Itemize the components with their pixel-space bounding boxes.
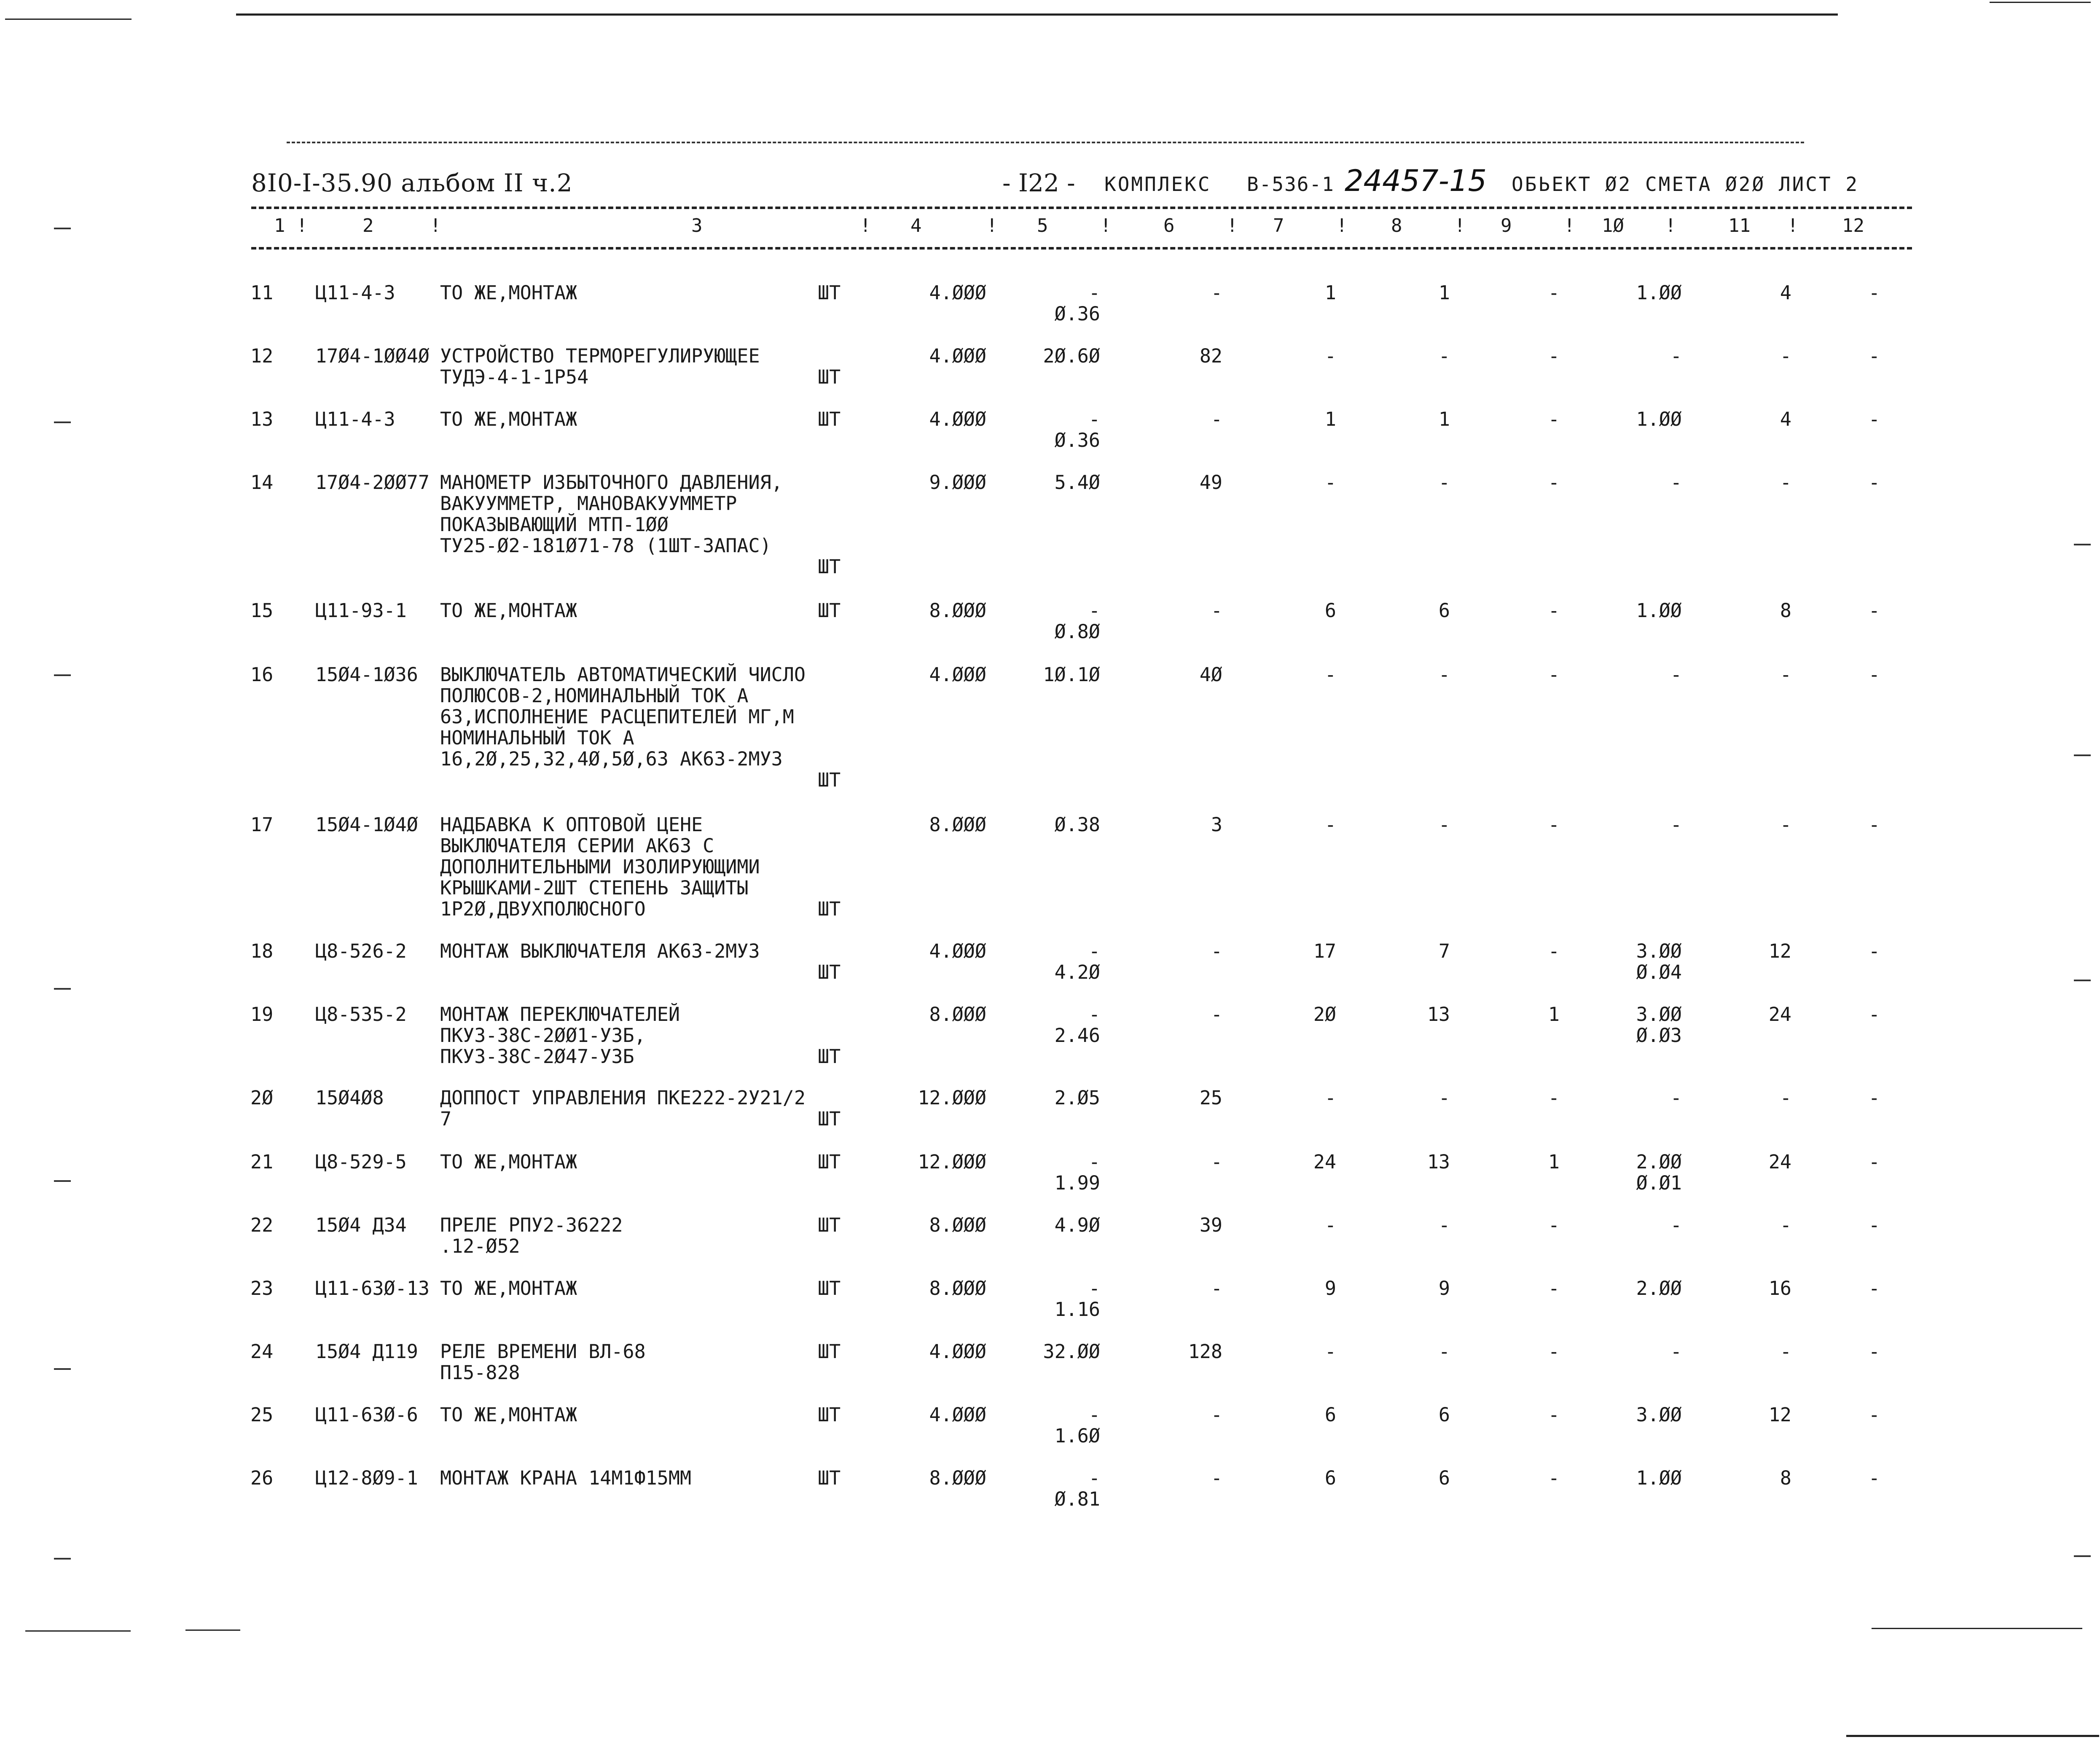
item-description-line: 63,ИСПОЛНЕНИЕ РАСЦЕПИТЕЛЕЙ МГ,М (440, 706, 794, 728)
item-description-line: ВЫКЛЮЧАТЕЛЯ СЕРИИ АК63 С (440, 835, 714, 857)
column-12-value: - (1868, 1340, 1880, 1363)
column-number: 4 (910, 215, 922, 236)
column-8-value: 13 (1427, 1003, 1450, 1026)
row-number: 11 (250, 282, 274, 304)
column-number: 2 (363, 215, 374, 236)
column-6-value: - (1211, 408, 1222, 430)
column-7-value: - (1324, 813, 1336, 836)
column-number: 1Ø (1602, 215, 1624, 236)
item-description-line: .12-Ø52 (440, 1235, 520, 1257)
header-rule-bottom (251, 247, 1912, 250)
quantity: 4.ØØØ (929, 940, 986, 962)
column-separator: ! (1564, 215, 1575, 236)
column-9-value: - (1548, 1404, 1560, 1426)
column-12-value: - (1868, 1467, 1880, 1489)
column-10-second-value: Ø.Ø1 (1636, 1172, 1682, 1194)
column-8-value: - (1438, 663, 1450, 686)
quantity: 8.ØØØ (929, 1003, 986, 1026)
row-number: 15 (250, 599, 274, 622)
unit-price: 32.ØØ (1043, 1340, 1100, 1363)
column-separator: ! (1336, 215, 1348, 236)
bottom-right-line (1846, 1735, 2099, 1737)
complex-code: В-536-1 (1247, 173, 1335, 196)
column-8-value: - (1438, 1340, 1450, 1363)
unit-price: 2.Ø5 (1054, 1087, 1100, 1109)
column-separator: ! (1454, 215, 1466, 236)
margin-tick (54, 674, 71, 676)
column-10-second-value: Ø.Ø4 (1636, 961, 1682, 983)
column-7-value: - (1324, 1087, 1336, 1109)
column-7-value: 1 (1324, 408, 1336, 430)
margin-tick (2074, 980, 2091, 981)
complex-label: КОМПЛЕКС (1104, 173, 1211, 196)
column-11-value: - (1780, 1340, 1791, 1363)
margin-tick (54, 1368, 71, 1370)
item-description-line: ДОПОЛНИТЕЛЬНЫМИ ИЗОЛИРУЮЩИМИ (440, 856, 760, 878)
column-9-value: 1 (1548, 1151, 1560, 1173)
bottom-right-mark (1872, 1628, 2082, 1629)
column-separator: ! (1787, 215, 1799, 236)
price-code: 15Ø4 Д34 (315, 1214, 407, 1236)
top-border-line (236, 13, 1838, 16)
row-number: 14 (250, 471, 274, 494)
column-10-value: - (1670, 813, 1682, 836)
column-8-value: 1 (1438, 282, 1450, 304)
price-code: 17Ø4-2ØØ77 (315, 471, 430, 494)
object-estimate-sheet: ОБЬЕКТ Ø2 СМЕТА Ø2Ø ЛИСТ 2 (1512, 173, 1859, 196)
column-7-value: 9 (1324, 1277, 1336, 1299)
unit-price: - (1088, 408, 1100, 430)
column-12-value: - (1868, 1003, 1880, 1026)
column-7-value: - (1324, 345, 1336, 367)
quantity: 4.ØØØ (929, 1404, 986, 1426)
unit-of-measure: ШТ (818, 366, 841, 388)
column-6-value: 39 (1199, 1214, 1222, 1236)
column-12-value: - (1868, 1087, 1880, 1109)
column-10-value: 3.ØØ (1636, 1404, 1682, 1426)
column-11-value: - (1780, 345, 1791, 367)
album-reference: 8I0-I-35.90 альбом II ч.2 (251, 169, 573, 197)
column-6-value: - (1211, 1404, 1222, 1426)
page-number: - I22 - (1002, 169, 1075, 197)
column-6-value: - (1211, 599, 1222, 622)
quantity: 8.ØØØ (929, 1467, 986, 1489)
column-7-value: - (1324, 1340, 1336, 1363)
row-number: 21 (250, 1151, 274, 1173)
unit-price: - (1088, 940, 1100, 962)
column-11-value: - (1780, 663, 1791, 686)
item-description-line: МОНТАЖ ПЕРЕКЛЮЧАТЕЛЕЙ (440, 1003, 680, 1026)
unit-of-measure: ШТ (818, 1045, 841, 1068)
column-12-value: - (1868, 1151, 1880, 1173)
column-6-value: - (1211, 1003, 1222, 1026)
column-7-value: - (1324, 663, 1336, 686)
item-description-line: 7 (440, 1108, 452, 1130)
column-number: 7 (1273, 215, 1284, 236)
installation-price: 1.6Ø (1054, 1425, 1100, 1447)
installation-price: 4.2Ø (1054, 961, 1100, 983)
column-separator: ! (1227, 215, 1238, 236)
unit-price: 4.9Ø (1054, 1214, 1100, 1236)
unit-of-measure: ШТ (818, 1277, 841, 1299)
item-description-line: ТО ЖЕ,МОНТАЖ (440, 408, 577, 430)
unit-price: 5.4Ø (1054, 471, 1100, 494)
column-12-value: - (1868, 1404, 1880, 1426)
column-9-value: - (1548, 813, 1560, 836)
column-7-value: 24 (1313, 1151, 1336, 1173)
column-12-value: - (1868, 345, 1880, 367)
column-7-value: 2Ø (1313, 1003, 1336, 1026)
column-9-value: - (1548, 1087, 1560, 1109)
item-description-line: НОМИНАЛЬНЫЙ ТОК А (440, 727, 634, 749)
price-code: Ц11-93-1 (315, 599, 407, 622)
unit-of-measure: ШТ (818, 408, 841, 430)
column-7-value: 6 (1324, 1404, 1336, 1426)
column-separator: ! (1665, 215, 1676, 236)
column-8-value: 7 (1438, 940, 1450, 962)
item-description-line: 16,2Ø,25,32,4Ø,5Ø,63 АК63-2МУ3 (440, 748, 783, 770)
column-12-value: - (1868, 1214, 1880, 1236)
quantity: 4.ØØØ (929, 282, 986, 304)
unit-of-measure: ШТ (818, 1467, 841, 1489)
column-11-value: 4 (1780, 282, 1791, 304)
column-separator: ! (430, 215, 441, 236)
column-7-value: - (1324, 471, 1336, 494)
column-separator: ! (986, 215, 998, 236)
column-number: 5 (1037, 215, 1048, 236)
row-number: 12 (250, 345, 274, 367)
column-12-value: - (1868, 599, 1880, 622)
column-10-value: 2.ØØ (1636, 1151, 1682, 1173)
column-header-row (0, 215, 2100, 244)
margin-tick (2074, 754, 2091, 756)
row-number: 23 (250, 1277, 274, 1299)
quantity: 4.ØØØ (929, 408, 986, 430)
item-description-line: ПРЕЛЕ РПУ2-36222 (440, 1214, 623, 1236)
column-10-value: 2.ØØ (1636, 1277, 1682, 1299)
column-11-value: 4 (1780, 408, 1791, 430)
column-9-value: - (1548, 1340, 1560, 1363)
row-number: 26 (250, 1467, 274, 1489)
column-8-value: - (1438, 471, 1450, 494)
unit-price: 1Ø.1Ø (1043, 663, 1100, 686)
column-separator: ! (1100, 215, 1112, 236)
item-description-line: РЕЛЕ ВРЕМЕНИ ВЛ-68 (440, 1340, 646, 1363)
column-9-value: - (1548, 1467, 1560, 1489)
installation-price: Ø.81 (1054, 1488, 1100, 1510)
unit-of-measure: ШТ (818, 898, 841, 920)
unit-price: - (1088, 1003, 1100, 1026)
row-number: 13 (250, 408, 274, 430)
column-6-value: - (1211, 1467, 1222, 1489)
column-9-value: - (1548, 282, 1560, 304)
column-10-value: 1.ØØ (1636, 1467, 1682, 1489)
column-9-value: - (1548, 1214, 1560, 1236)
row-number: 17 (250, 813, 274, 836)
price-code: Ц12-8Ø9-1 (315, 1467, 418, 1489)
price-code: 15Ø4 Д119 (315, 1340, 418, 1363)
row-number: 25 (250, 1404, 274, 1426)
column-11-value: 24 (1768, 1003, 1791, 1026)
quantity: 4.ØØØ (929, 1340, 986, 1363)
row-number: 2Ø (250, 1087, 274, 1109)
item-description-line: ТУ25-Ø2-181Ø71-78 (1ШТ-ЗАПАС) (440, 534, 771, 557)
price-code: Ц8-529-5 (315, 1151, 407, 1173)
price-code: Ц8-526-2 (315, 940, 407, 962)
column-9-value: - (1548, 345, 1560, 367)
column-11-value: 12 (1768, 1404, 1791, 1426)
quantity: 4.ØØØ (929, 345, 986, 367)
column-10-value: 1.ØØ (1636, 282, 1682, 304)
column-6-value: 82 (1199, 345, 1222, 367)
column-11-value: 16 (1768, 1277, 1791, 1299)
unit-price: - (1088, 599, 1100, 622)
unit-price: - (1088, 1151, 1100, 1173)
column-9-value: - (1548, 1277, 1560, 1299)
item-description-line: ВЫКЛЮЧАТЕЛЬ АВТОМАТИЧЕСКИЙ ЧИСЛО (440, 663, 806, 686)
column-10-value: 1.ØØ (1636, 408, 1682, 430)
item-description-line: ПКУ3-38С-2Ø47-У3Б (440, 1045, 634, 1068)
column-8-value: - (1438, 1214, 1450, 1236)
column-9-value: - (1548, 940, 1560, 962)
item-description-line: НАДБАВКА К ОПТОВОЙ ЦЕНЕ (440, 813, 703, 836)
column-10-value: 3.ØØ (1636, 940, 1682, 962)
column-10-value: - (1670, 1214, 1682, 1236)
column-8-value: - (1438, 813, 1450, 836)
item-description-line: ТО ЖЕ,МОНТАЖ (440, 1151, 577, 1173)
column-6-value: - (1211, 940, 1222, 962)
margin-tick (54, 421, 71, 423)
column-number: 12 (1842, 215, 1864, 236)
column-6-value: 4Ø (1199, 663, 1222, 686)
quantity: 12.ØØØ (918, 1087, 986, 1109)
quantity: 8.ØØØ (929, 599, 986, 622)
row-number: 24 (250, 1340, 274, 1363)
installation-price: Ø.36 (1054, 429, 1100, 451)
column-9-value: 1 (1548, 1003, 1560, 1026)
column-number: 3 (691, 215, 703, 236)
column-6-value: 25 (1199, 1087, 1222, 1109)
installation-price: Ø.36 (1054, 303, 1100, 325)
unit-of-measure: ШТ (818, 282, 841, 304)
quantity: 4.ØØØ (929, 663, 986, 686)
item-description-line: ТО ЖЕ,МОНТАЖ (440, 1404, 577, 1426)
column-7-value: 1 (1324, 282, 1336, 304)
column-10-value: - (1670, 345, 1682, 367)
item-description-line: МОНТАЖ КРАНА 14М1Ф15ММ (440, 1467, 692, 1489)
item-description-line: МАНОМЕТР ИЗБЫТОЧНОГО ДАВЛЕНИЯ, (440, 471, 783, 494)
column-10-value: - (1670, 1087, 1682, 1109)
item-description-line: ТО ЖЕ,МОНТАЖ (440, 599, 577, 622)
column-6-value: - (1211, 1277, 1222, 1299)
column-8-value: 6 (1438, 599, 1450, 622)
item-description-line: КРЫШКАМИ-2ШТ СТЕПЕНЬ ЗАЩИТЫ (440, 877, 749, 899)
column-6-value: 49 (1199, 471, 1222, 494)
column-number: 9 (1501, 215, 1512, 236)
price-code: Ц11-63Ø-6 (315, 1404, 418, 1426)
row-number: 16 (250, 663, 274, 686)
unit-price: Ø.38 (1054, 813, 1100, 836)
quantity: 8.ØØØ (929, 1214, 986, 1236)
unit-price: 2Ø.6Ø (1043, 345, 1100, 367)
column-8-value: 6 (1438, 1404, 1450, 1426)
upper-dashed-line (287, 142, 1804, 143)
column-12-value: - (1868, 663, 1880, 686)
column-11-value: 12 (1768, 940, 1791, 962)
unit-of-measure: ШТ (818, 1404, 841, 1426)
price-code: 15Ø4-1Ø4Ø (315, 813, 418, 836)
column-11-value: 8 (1780, 599, 1791, 622)
quantity: 8.ØØØ (929, 1277, 986, 1299)
column-11-value: - (1780, 1087, 1791, 1109)
column-11-value: 8 (1780, 1467, 1791, 1489)
unit-of-measure: ШТ (818, 1214, 841, 1236)
column-6-value: 3 (1211, 813, 1222, 836)
column-12-value: - (1868, 408, 1880, 430)
column-10-value: - (1670, 663, 1682, 686)
item-description-line: ТО ЖЕ,МОНТАЖ (440, 282, 577, 304)
price-code: Ц11-4-3 (315, 282, 395, 304)
bottom-left-mark-2 (185, 1630, 240, 1631)
top-left-mark (5, 19, 132, 20)
handwritten-number: 24457-15 (1345, 164, 1487, 198)
column-8-value: - (1438, 345, 1450, 367)
column-number: 8 (1391, 215, 1402, 236)
margin-tick (2074, 544, 2091, 545)
item-description-line: 1Р2Ø,ДВУХПОЛЮСНОГО (440, 898, 646, 920)
item-description-line: МОНТАЖ ВЫКЛЮЧАТЕЛЯ АК63-2МУ3 (440, 940, 760, 962)
unit-of-measure: ШТ (818, 1108, 841, 1130)
installation-price: Ø.8Ø (1054, 620, 1100, 643)
column-7-value: 17 (1313, 940, 1336, 962)
column-separator: ! (860, 215, 871, 236)
top-right-mark (1990, 2, 2091, 3)
item-description-line: ТУДЭ-4-1-1Р54 (440, 366, 589, 388)
unit-price: - (1088, 1467, 1100, 1489)
unit-of-measure: ШТ (818, 599, 841, 622)
column-6-value: - (1211, 282, 1222, 304)
quantity: 8.ØØØ (929, 813, 986, 836)
column-10-value: - (1670, 1340, 1682, 1363)
price-code: Ц11-63Ø-13 (315, 1277, 430, 1299)
column-8-value: 1 (1438, 408, 1450, 430)
price-code: 17Ø4-1ØØ4Ø (315, 345, 430, 367)
column-number: 6 (1163, 215, 1175, 236)
installation-price: 1.99 (1054, 1172, 1100, 1194)
column-10-value: 3.ØØ (1636, 1003, 1682, 1026)
margin-tick (54, 1180, 71, 1182)
column-10-value: 1.ØØ (1636, 599, 1682, 622)
installation-price: 2.46 (1054, 1024, 1100, 1047)
item-description-line: П15-828 (440, 1361, 520, 1384)
column-9-value: - (1548, 599, 1560, 622)
column-6-value: - (1211, 1151, 1222, 1173)
column-8-value: 9 (1438, 1277, 1450, 1299)
column-12-value: - (1868, 940, 1880, 962)
unit-price: - (1088, 282, 1100, 304)
column-8-value: 6 (1438, 1467, 1450, 1489)
column-9-value: - (1548, 408, 1560, 430)
column-10-second-value: Ø.Ø3 (1636, 1024, 1682, 1047)
unit-of-measure: ШТ (818, 769, 841, 791)
column-9-value: - (1548, 663, 1560, 686)
column-11-value: 24 (1768, 1151, 1791, 1173)
item-description-line: ДОППОСТ УПРАВЛЕНИЯ ПКЕ222-2У21/2 (440, 1087, 806, 1109)
unit-of-measure: ШТ (818, 556, 841, 578)
column-7-value: 6 (1324, 599, 1336, 622)
unit-of-measure: ШТ (818, 1340, 841, 1363)
item-description-line: УСТРОЙСТВО ТЕРМОРЕГУЛИРУЮЩЕЕ (440, 345, 760, 367)
item-description-line: ВАКУУММЕТР, МАНОВАКУУММЕТР (440, 492, 737, 515)
column-7-value: 6 (1324, 1467, 1336, 1489)
row-number: 22 (250, 1214, 274, 1236)
column-11-value: - (1780, 813, 1791, 836)
price-code: Ц11-4-3 (315, 408, 395, 430)
header-rule-top (251, 207, 1912, 209)
margin-tick (54, 1558, 71, 1560)
item-description-line: ТО ЖЕ,МОНТАЖ (440, 1277, 577, 1299)
price-code: 15Ø4Ø8 (315, 1087, 384, 1109)
unit-price: - (1088, 1404, 1100, 1426)
quantity: 9.ØØØ (929, 471, 986, 494)
installation-price: 1.16 (1054, 1298, 1100, 1321)
column-number: 11 (1728, 215, 1751, 236)
column-10-value: - (1670, 471, 1682, 494)
document-header (0, 164, 2100, 202)
bottom-left-mark (25, 1630, 131, 1632)
quantity: 12.ØØØ (918, 1151, 986, 1173)
column-8-value: 13 (1427, 1151, 1450, 1173)
column-12-value: - (1868, 1277, 1880, 1299)
item-description-line: ПОКАЗЫВАЮЩИЙ МТП-1ØØ (440, 513, 669, 536)
unit-of-measure: ШТ (818, 1151, 841, 1173)
item-description-line: ПОЛЮСОВ-2,НОМИНАЛЬНЫЙ ТОК А (440, 685, 749, 707)
margin-tick (2074, 1555, 2091, 1557)
column-7-value: - (1324, 1214, 1336, 1236)
unit-price: - (1088, 1277, 1100, 1299)
column-12-value: - (1868, 471, 1880, 494)
column-11-value: - (1780, 471, 1791, 494)
column-number: 1 ! (274, 215, 308, 236)
unit-of-measure: ШТ (818, 961, 841, 983)
column-8-value: - (1438, 1087, 1450, 1109)
column-11-value: - (1780, 1214, 1791, 1236)
column-12-value: - (1868, 813, 1880, 836)
column-12-value: - (1868, 282, 1880, 304)
row-number: 19 (250, 1003, 274, 1026)
item-description-line: ПКУ3-38С-2ØØ1-У3Б, (440, 1024, 646, 1047)
margin-tick (54, 988, 71, 990)
price-code: 15Ø4-1Ø36 (315, 663, 418, 686)
column-6-value: 128 (1188, 1340, 1222, 1363)
price-code: Ц8-535-2 (315, 1003, 407, 1026)
row-number: 18 (250, 940, 274, 962)
column-9-value: - (1548, 471, 1560, 494)
